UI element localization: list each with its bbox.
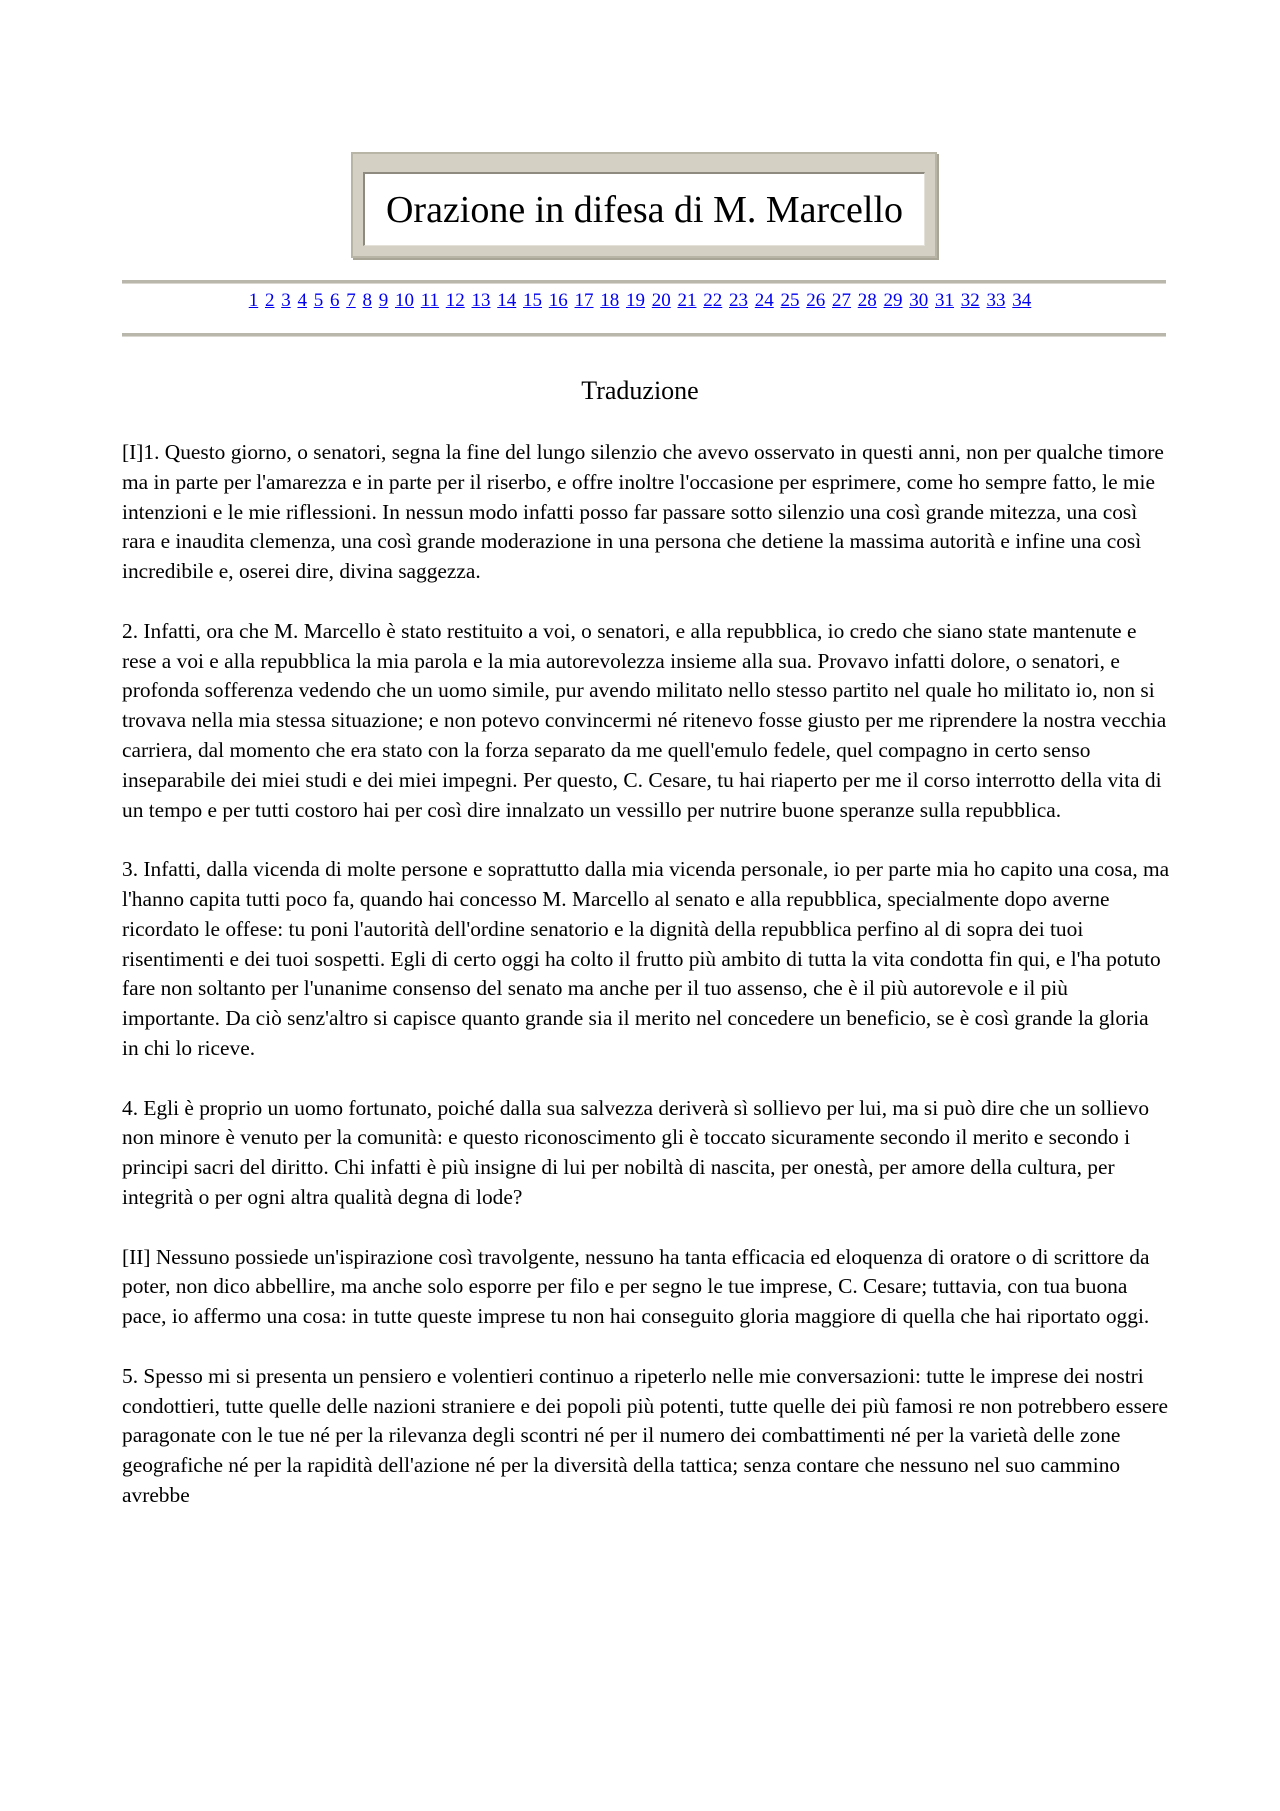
page-link-20[interactable]: 20 — [651, 290, 671, 311]
section-heading: Traduzione — [581, 376, 699, 405]
page-link-33[interactable]: 33 — [986, 290, 1006, 311]
paragraph: 5. Spesso mi si presenta un pensiero e volentieri continuo a ripeterlo nelle mie conversazioni: tutte le imprese dei nostri condottieri, tutte quelle delle nazioni straniere e dei popoli più potenti, tutte quelle dei più famosi re non potrebbero essere paragonate con le tue né per la rilevanza degli scontri né per il numero dei combattimenti né per la varietà delle zone geografiche né per la rapidità dell'azione né per la diversità della tattica; senza contare che nessuno nel suo cammino avrebbe — [122, 1363, 1169, 1507]
title-inner-panel — [363, 172, 925, 246]
page-link-4[interactable]: 4 — [297, 290, 307, 311]
page-title: Orazione in difesa di M. Marcello — [385, 188, 904, 231]
bottom-divider — [122, 333, 1166, 337]
translation-body — [122, 438, 1170, 1540]
page-link-13[interactable]: 13 — [471, 290, 491, 311]
page-link-2[interactable]: 2 — [264, 290, 275, 311]
paragraph: 3. Infatti, dalla vicenda di molte persone e soprattutto dalla mia vicenda personale, io per parte mia ho capito una cosa, ma l'hanno capita tutti poco fa, quando hai concesso M. Marcello al senato e alla repubblica, specialmente dopo averne ricordato le offese: tu poni l'autorità dell'ordine senatorio e la dignità della repubblica perfino al di sopra dei tuoi risentimenti e dei tuoi sospetti. Egli di certo oggi ha colto il frutto più ambito di tutta la vita condotta fin qui, e l'ha potuto fare non soltanto per l'unanime consenso del senato ma anche per il tuo assenso, che è il più autorevole e il più importante. Da ciò senz'altro si capisce quanto grande sia il merito nel concedere un beneficio, se è così grande la gloria in chi lo riceve. — [122, 857, 1170, 1060]
page-link-10[interactable]: 10 — [394, 290, 414, 311]
page-link-6[interactable]: 6 — [329, 290, 340, 311]
page-link-1[interactable]: 1 — [248, 290, 259, 311]
paragraph: [I]1. Questo giorno, o senatori, segna la fine del lungo silenzio che avevo osservato in questi anni, non per qualche timore ma in parte per l'amarezza e in parte per il riserbo, e offre inoltre l'occasione per esprimere, come ho sempre fatto, le mie intenzioni e le mie riflessioni. In nessun modo infatti posso far passare sotto silenzio una così grande mitezza, una così rara e inaudita clemenza, una così grande moderazione in una persona che detiene la massima autorità e infine una così incredibile e, oserei dire, divina saggezza. — [122, 440, 1164, 584]
page-link-26[interactable]: 26 — [806, 290, 826, 311]
page-link-32[interactable]: 32 — [960, 290, 980, 311]
page-link-30[interactable]: 30 — [909, 290, 929, 311]
page-link-31[interactable]: 31 — [935, 290, 955, 311]
page-link-12[interactable]: 12 — [445, 290, 465, 311]
page-link-29[interactable]: 29 — [883, 290, 903, 311]
page-link-9[interactable]: 9 — [378, 290, 389, 311]
page-link-27[interactable]: 27 — [832, 290, 852, 311]
page-link-23[interactable]: 23 — [729, 290, 749, 311]
page-link-8[interactable]: 8 — [362, 290, 372, 311]
page-navigation — [0, 288, 1280, 314]
page-link-7[interactable]: 7 — [346, 290, 356, 311]
page-link-34[interactable]: 34 — [1012, 290, 1032, 311]
paragraph: [II] Nessuno possiede un'ispirazione così travolgente, nessuno ha tanta efficacia ed eloquenza di oratore o di scrittore da poter, non dico abbellire, ma anche solo esporre per filo e per segno le tue imprese, C. Cesare; tuttavia, con tua buona pace, io affermo una cosa: in tutte queste imprese tu non hai conseguito gloria maggiore di quella che hai riportato oggi. — [122, 1244, 1150, 1329]
page-link-21[interactable]: 21 — [677, 290, 697, 311]
page-link-28[interactable]: 28 — [857, 290, 877, 311]
page-link-15[interactable]: 15 — [523, 290, 543, 311]
page-link-16[interactable]: 16 — [548, 290, 568, 311]
paragraph: 2. Infatti, ora che M. Marcello è stato restituito a voi, o senatori, e alla repubblica, io credo che siano state mantenute e rese a voi e alla repubblica la mia parola e la mia autorevolezza insieme alla sua. Provavo infatti dolore, o senatori, e profonda sofferenza vedendo che un uomo simile, pur avendo militato nello stesso partito nel quale ho militato io, non si trovava nella mia stessa situazione; e non potevo convincermi né ritenevo fosse giusto per me riprendere la nostra vecchia carriera, dal momento che era stato con la forza separato da me quell'emulo fedele, quel compagno in certo senso inseparabile dei miei studi e dei miei impegni. Per questo, C. Cesare, tu hai riaperto per me il corso interrotto della vita di un tempo e per tutti costoro hai per così dire innalzato un vessillo per nutrire buone speranze sulla repubblica. — [122, 618, 1167, 822]
page-link-19[interactable]: 19 — [626, 290, 646, 311]
page-link-14[interactable]: 14 — [497, 290, 517, 311]
page-link-22[interactable]: 22 — [703, 290, 723, 311]
page-link-17[interactable]: 17 — [574, 290, 594, 311]
page-link-25[interactable]: 25 — [780, 290, 800, 311]
page-link-5[interactable]: 5 — [313, 290, 324, 311]
paragraph: 4. Egli è proprio un uomo fortunato, poiché dalla sua salvezza deriverà sì sollievo per lui, ma si può dire che un sollievo non minore è venuto per la comunità: e questo riconoscimento gli è toccato sicuramente secondo il merito e secondo i principi sacri del diritto. Chi infatti è più insigne di lui per nobiltà di nascita, per onestà, per amore della cultura, per integrità o per ogni altra qualità degna di lode? — [122, 1095, 1150, 1209]
page-link-11[interactable]: 11 — [420, 290, 440, 311]
page-link-3[interactable]: 3 — [281, 290, 291, 311]
top-divider — [122, 280, 1166, 284]
page-link-18[interactable]: 18 — [600, 290, 620, 311]
page-link-24[interactable]: 24 — [754, 290, 774, 311]
title-box — [351, 152, 937, 258]
